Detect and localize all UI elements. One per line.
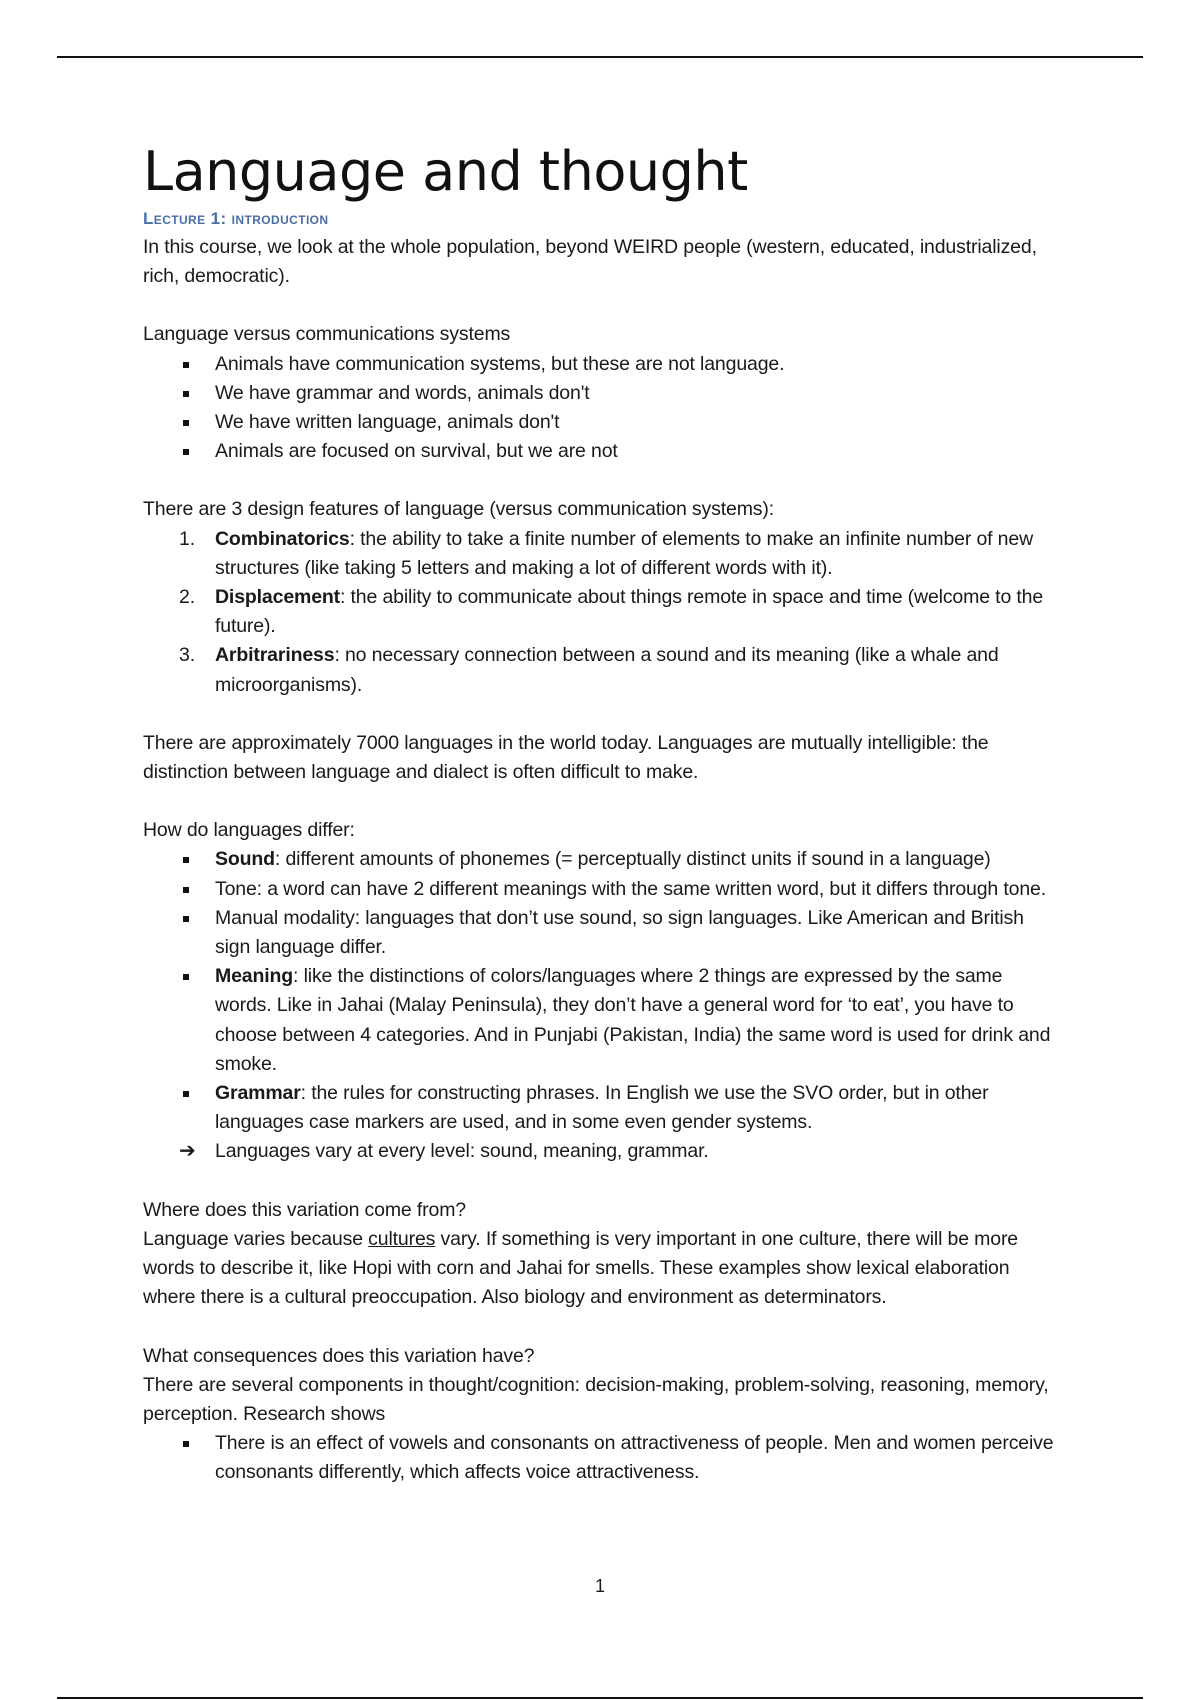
list-item: Meaning: like the distinctions of colors/languages where 2 things are expressed by the same words. Like in Jahai (Malay Peninsula), they don’t have a general word for ‘to eat’, you have to choose between 4 categories. And in Punjabi (Pakistan, India) the same word is used for drink and smoke. <box>143 962 1063 1079</box>
document-body <box>143 136 1063 1488</box>
list-item: Sound: different amounts of phonemes (= perceptually distinct units if sound in a language) <box>143 845 1063 874</box>
list-item: We have written language, animals don't <box>143 408 1063 437</box>
bullet-square-icon <box>183 1091 189 1097</box>
list-item: 1. Combinatorics: the ability to take a finite number of elements to make an infinite number of new structures (like taking 5 letters and making a lot of different words with it). <box>179 527 1034 579</box>
document-title: Language and thought <box>143 140 748 203</box>
list-item: We have grammar and words, animals don't <box>143 379 1063 408</box>
list-item: Animals are focused on survival, but we are not <box>143 437 1063 466</box>
bullet-square-icon <box>183 857 189 863</box>
consequences-list <box>143 1429 1063 1487</box>
bullet-square-icon <box>183 1441 189 1447</box>
list-item: Tone: a word can have 2 different meanings with the same written word, but it differs through tone. <box>143 875 1063 904</box>
section5-heading: What consequences does this variation have? <box>143 1344 535 1367</box>
variation-paragraph: Language varies because cultures vary. If something is very important in one culture, there will be more words to describe it, like Hopi with corn and Jahai for smells. These examples show lexical elaboration where there is a cultural preoccupation. Also biology and environment as determinators. <box>143 1227 1019 1309</box>
list-item: There is an effect of vowels and consonants on attractiveness of people. Men and women perceive consonants differently, which affects voice attractiveness. <box>143 1429 1063 1487</box>
section2-heading: There are 3 design features of language (versus communication systems): <box>143 498 774 521</box>
consequences-paragraph: There are several components in thought/cognition: decision-making, problem-solving, reasoning, memory, perception. Research shows <box>143 1373 1049 1425</box>
section1-heading: Language versus communications systems <box>143 323 511 346</box>
bullet-square-icon <box>183 362 189 368</box>
header-rule <box>57 56 1143 58</box>
bullet-square-icon <box>183 420 189 426</box>
intro-paragraph: In this course, we look at the whole population, beyond WEIRD people (western, educated, industrialized, rich, democratic). <box>143 236 1037 288</box>
list-item: 2. Displacement: the ability to communicate about things remote in space and time (welcome to the future). <box>179 586 1044 638</box>
bullet-square-icon <box>183 916 189 922</box>
footer-rule <box>57 1697 1143 1699</box>
differences-list <box>143 845 1063 1166</box>
bullet-square-icon <box>183 887 189 893</box>
section3-heading: How do languages differ: <box>143 819 355 842</box>
section1-list <box>143 350 1063 467</box>
bullet-square-icon <box>183 449 189 455</box>
languages-paragraph: There are approximately 7000 languages in the world today. Languages are mutually intelligible: the distinction between language and dialect is often difficult to make. <box>143 731 989 784</box>
lecture-subtitle: Lecture 1: introduction <box>143 209 329 228</box>
list-item: Grammar: the rules for constructing phrases. In English we use the SVO order, but in other languages case markers are used, and in some even gender systems. <box>143 1079 1063 1137</box>
section4-heading: Where does this variation come from? <box>143 1198 466 1221</box>
list-item: 3. Arbitrariness: no necessary connection between a sound and its meaning (like a whale and microorganisms). <box>179 644 999 696</box>
design-features-list <box>143 525 1063 700</box>
list-item: ➔ Languages vary at every level: sound, meaning, grammar. <box>143 1137 1063 1166</box>
list-item: Animals have communication systems, but these are not language. <box>143 350 1063 379</box>
bullet-square-icon <box>183 391 189 397</box>
arrow-right-icon: ➔ <box>179 1140 196 1163</box>
page-number: 1 <box>594 1576 605 1596</box>
bullet-square-icon <box>183 974 189 980</box>
list-item: Manual modality: languages that don’t use sound, so sign languages. Like American and British sign language differ. <box>143 904 1063 962</box>
